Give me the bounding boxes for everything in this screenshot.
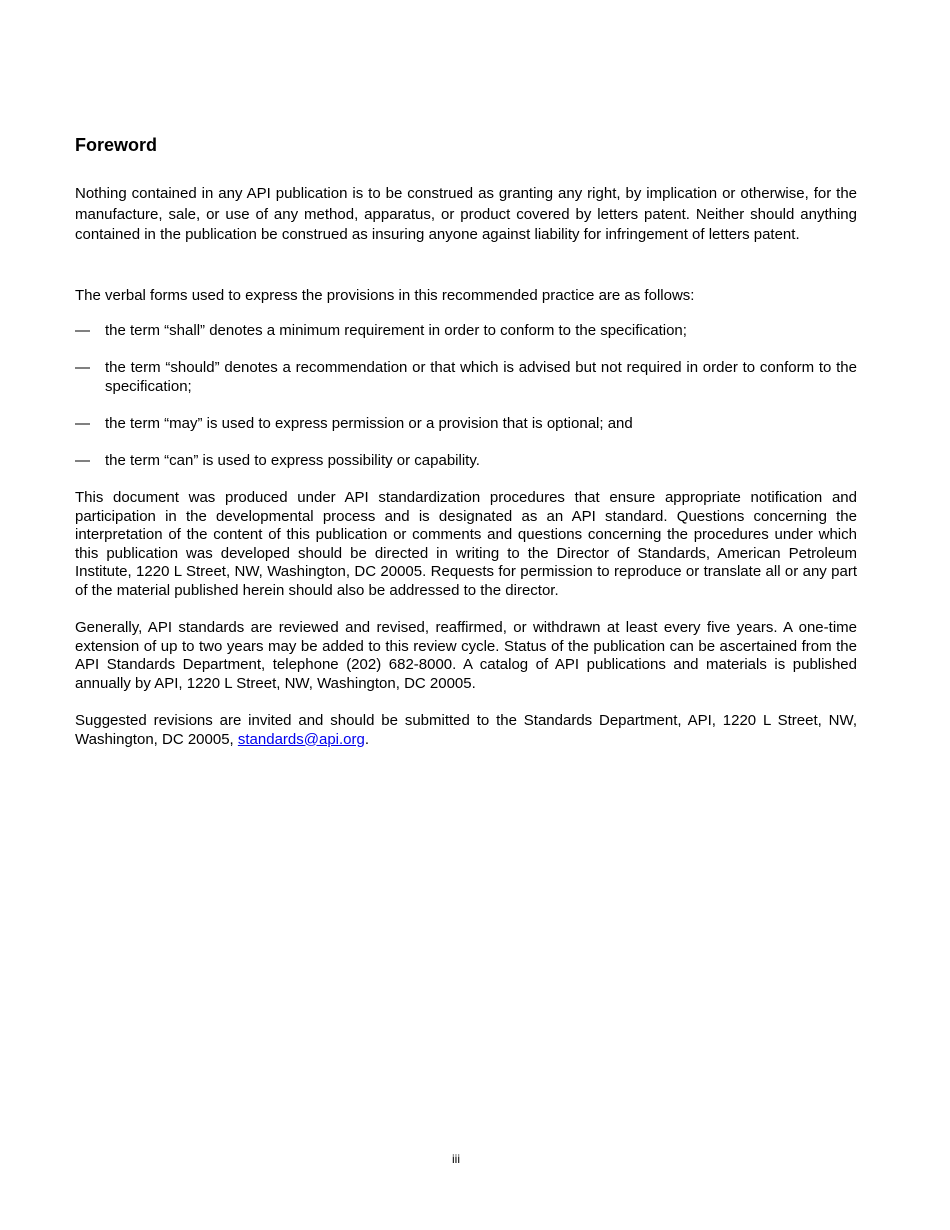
- revisions-period: .: [364, 730, 370, 748]
- em-dash-marker: —: [75, 359, 90, 376]
- em-dash-marker: —: [75, 322, 90, 339]
- page-title: Foreword: [75, 135, 158, 155]
- list-item: [75, 358, 857, 396]
- list-item: [75, 414, 857, 433]
- paragraph-patent-disclaimer: Nothing contained in any API publication is to be construed as granting any right, by implication or otherwise, for the manufacture, sale, or use of any method, apparatus, or product covered by letters patent. Neither should anything contained in the publication be construed as insuring anyone against liability for infringement of letters patent.: [75, 185, 857, 243]
- list-item: [75, 321, 857, 340]
- page-number: iii: [452, 1152, 460, 1166]
- list-item-text: the term “can” is used to express possibility or capability.: [105, 452, 480, 469]
- email-link[interactable]: standards@api.org: [237, 730, 365, 748]
- em-dash-marker: —: [75, 452, 90, 469]
- paragraph-suggested-revisions: [75, 712, 857, 749]
- list-item: [75, 451, 857, 470]
- list-item-text: the term “shall” denotes a minimum requirement in order to conform to the specification;: [105, 322, 687, 339]
- list-item-text: the term “may” is used to express permission or a provision that is optional; and: [105, 415, 633, 432]
- em-dash-marker: —: [75, 415, 90, 432]
- paragraph-verbal-forms-intro: The verbal forms used to express the provisions in this recommended practice are as follows:: [75, 287, 695, 304]
- paragraph-standardization-procedures: This document was produced under API standardization procedures that ensure appropriate notification and participation in the developmental process and is designated as an API standard. Questions concerning the interpretation of the content of this publication or comments and questions concerning the procedures under which this publication was developed should be directed in writing to the Director of Standards, American Petroleum Institute, 1220 L Street, NW, Washington, DC 20005. Requests for permission to reproduce or translate all or any part of the material published herein should also be addressed to the director.: [75, 489, 857, 599]
- paragraph-review-cycle: Generally, API standards are reviewed and revised, reaffirmed, or withdrawn at least every five years. A one-time extension of up to two years may be added to this review cycle. Status of the publication can be ascertained from the API Standards Department, telephone (202) 682-8000. A catalog of API publications and materials is published annually by API, 1220 L Street, NW, Washington, DC 20005.: [75, 619, 857, 692]
- list-item-text: the term “should” denotes a recommendation or that which is advised but not required in order to conform to the specification;: [105, 359, 857, 395]
- revisions-text: Suggested revisions are invited and should be submitted to the Standards Department, API, 1220 L Street, NW, Washington, DC 20005,: [75, 712, 857, 748]
